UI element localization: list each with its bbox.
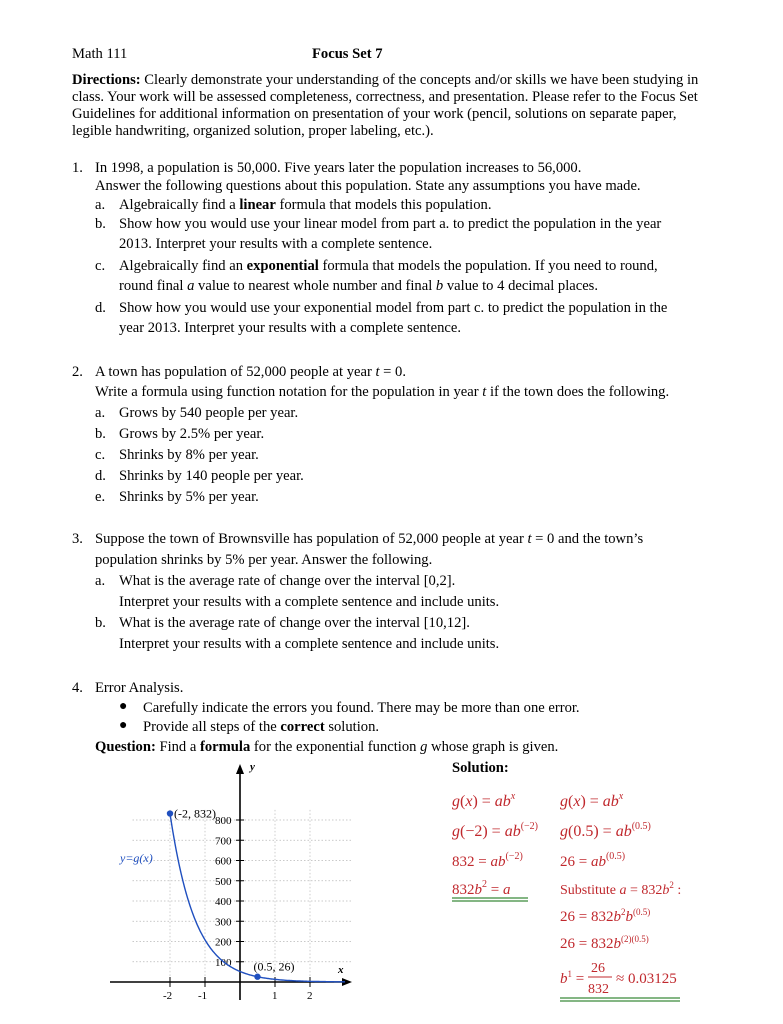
x-tick-label-2: 2 [307, 990, 313, 1002]
q1-c-label: c. [95, 258, 106, 274]
q3-a-text: What is the average rate of change over the interval [0,2]. [119, 573, 456, 589]
q3-line2: population shrinks by 5% per year. Answer the following. [95, 552, 433, 568]
curve-label: y=g(x) [120, 851, 153, 865]
q2-line1: A town has population of 52,000 people at year t = 0. [95, 364, 407, 380]
sol-right-line-1 [560, 791, 624, 810]
q2-line2: Write a formula using function notation for the population in year t if the town does the following. [95, 384, 670, 400]
q2-d-text: Shrinks by 140 people per year. [119, 468, 304, 484]
q1-number: 1. [72, 160, 83, 176]
q2-a-text: Grows by 540 people per year. [119, 405, 299, 421]
x-tick-label--1: -1 [198, 990, 208, 1002]
q1-c-line2: round final a value to nearest whole number and final b value to 4 decimal places. [119, 278, 599, 294]
q3-a-interp: Interpret your results with a complete sentence and include units. [119, 594, 500, 610]
q2-b-label: b. [95, 426, 106, 442]
y-tick-label-700: 700 [215, 835, 232, 848]
point-label-0.5-26: (0.5, 26) [253, 959, 295, 974]
svg-text:b1 =: $b^1$ = [560, 969, 585, 987]
svg-text:26 = 832b(2)(0.5): $26 = 832b^{(2)(0.5)}$ [560, 934, 649, 952]
q3-b-interp: Interpret your results with a complete sentence and include units. [119, 636, 500, 652]
q1-d-line2: year 2013. Interpret your results with a complete sentence. [119, 320, 462, 336]
sol-right-line-2 [560, 821, 651, 840]
svg-text:832 = ab(−2): $832 = ab^{(-2)}$ [452, 851, 523, 870]
sol-right-line-7 [560, 961, 680, 1001]
svg-text:26 = 832b2b(0.5): $26 = 832b^2b^{(0.5)}$ [560, 907, 651, 925]
y-tick-label-500: 500 [215, 875, 232, 888]
q1-a-label: a. [95, 197, 106, 213]
sol-left-line-1 [452, 791, 516, 810]
q1-c-line1: Algebraically find an exponential formula that models the population. If you need to round, [119, 258, 658, 274]
sol-left-line-3 [452, 851, 523, 870]
point-label-neg2-832: (-2, 832) [174, 806, 216, 821]
q1-d-label: d. [95, 300, 106, 316]
q2-c-label: c. [95, 447, 106, 463]
sol-right-line-3 [560, 851, 625, 870]
svg-text:26 = ab(0.5): $26 = ab^{(0.5)}$ [560, 851, 626, 870]
q4-number: 4. [72, 680, 83, 696]
svg-text:g(x) = abx: $g(x) = ab^x$ [560, 791, 624, 810]
q2-d-label: d. [95, 468, 106, 484]
x-axis-label: x [338, 964, 344, 976]
q4-bullet1: Carefully indicate the errors you found. There may be more than one error. [143, 700, 580, 716]
course-label: Math 111 [72, 46, 128, 62]
q2-e-text: Shrinks by 5% per year. [119, 489, 259, 505]
q1-b-line1: Show how you would use your linear model from part a. to predict the population in the year [119, 216, 662, 232]
q4-bullet2: Provide all steps of the correct solution. [143, 719, 380, 735]
directions-text: Clearly demonstrate your understanding of the concepts and/or skills we have been studying in class. Your work will be assessed completeness, correctness, and presentation. Please refer to the Focus Set Guidelines for additional information on presentation of your work (pencil, solutions on separate paper, legible handwriting, organized solution, proper labeling, etc.). [72, 72, 699, 139]
q2-number: 2. [72, 364, 83, 380]
y-tick-label-200: 200 [215, 936, 232, 949]
q1-b-line2: 2013. Interpret your results with a complete sentence. [119, 236, 433, 252]
svg-text:≈ 0.03125: ≈ 0.03125 [616, 971, 677, 987]
x-tick-label-1: 1 [272, 990, 278, 1002]
svg-text:g(x) = abx: $g(x) = ab^x$ [452, 791, 516, 810]
svg-text:832b2 = a: $832b^2 = a$ [452, 879, 511, 898]
q1-b-label: b. [95, 216, 106, 232]
q3-line1: Suppose the town of Brownsville has population of 52,000 people at year t = 0 and the town’s [95, 531, 644, 547]
x-tick-label--2: -2 [163, 990, 173, 1002]
y-tick-label-800: 800 [215, 815, 232, 827]
bullet-icon: ● [119, 718, 128, 733]
y-axis-label: y [250, 761, 255, 773]
q2-e-label: e. [95, 489, 106, 505]
page-title: Focus Set 7 [312, 46, 383, 62]
svg-text:Substitute a = 832b2 :: Substitute $a = 832b^2$ : [560, 880, 682, 898]
sol-right-line-6 [560, 934, 649, 952]
q3-b-text: What is the average rate of change over the interval [10,12]. [119, 615, 470, 631]
bullet-icon: ● [119, 699, 128, 714]
svg-text:g(0.5) = ab(0.5): $g(0.5) = ab^{(0.5)}$ [560, 821, 651, 840]
q2-a-label: a. [95, 405, 106, 421]
svg-text:832: 832 [588, 982, 609, 997]
svg-text:g(−2) = ab(−2): $g(-2) = ab^{(-2)}$ [452, 821, 539, 840]
q2-b-text: Grows by 2.5% per year. [119, 426, 265, 442]
q3-b-label: b. [95, 615, 106, 631]
q1-line2: Answer the following questions about this population. State any assumptions you have made. [95, 178, 641, 194]
solution-label: Solution: [452, 760, 509, 776]
q1-a-text: Algebraically find a linear formula that models this population. [119, 197, 492, 213]
q2-c-text: Shrinks by 8% per year. [119, 447, 259, 463]
y-tick-label-300: 300 [215, 916, 232, 929]
q1-line1: In 1998, a population is 50,000. Five years later the population increases to 56,000. [95, 160, 582, 176]
sol-left-line-4 [452, 879, 528, 901]
q3-number: 3. [72, 531, 83, 547]
q4-question: Question: Find a formula for the exponential function g whose graph is given. [95, 739, 559, 755]
q4-title: Error Analysis. [95, 680, 184, 696]
svg-text:26: 26 [591, 961, 605, 976]
y-tick-label-600: 600 [215, 855, 232, 868]
q1-d-line1: Show how you would use your exponential model from part c. to predict the population in the [119, 300, 668, 316]
directions-label: Directions: [72, 72, 141, 88]
y-tick-label-100: 100 [215, 956, 232, 969]
q3-a-label: a. [95, 573, 106, 589]
y-tick-label-400: 400 [215, 896, 232, 908]
sol-right-line-5 [560, 907, 650, 925]
sol-left-line-2 [452, 821, 538, 840]
sol-right-line-4 [560, 880, 681, 898]
